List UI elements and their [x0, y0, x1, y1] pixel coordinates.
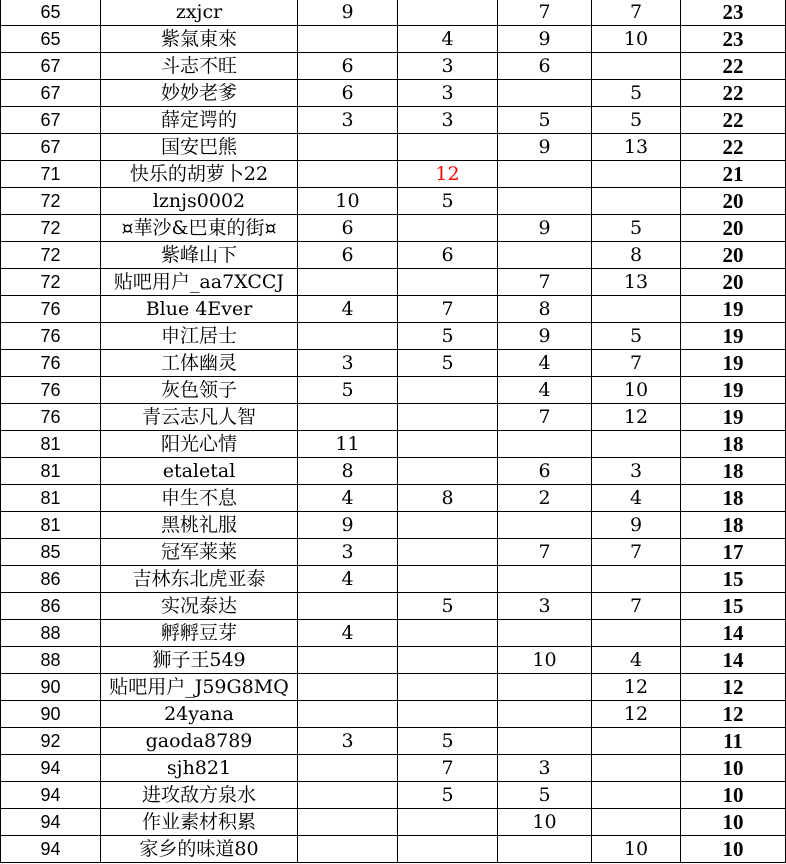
rank-cell: 81: [1, 485, 101, 512]
rank-cell: 67: [1, 80, 101, 107]
table-row: [1, 593, 786, 620]
score4-cell: 12: [592, 701, 681, 728]
table-row: [1, 782, 786, 809]
name-cell: 工体幽灵: [101, 350, 298, 377]
table-row: [1, 620, 786, 647]
score1-cell: 11: [298, 431, 398, 458]
score2-cell: [398, 539, 498, 566]
total-cell: 15: [681, 566, 786, 593]
score4-cell: 10: [592, 26, 681, 53]
score4-cell: 13: [592, 134, 681, 161]
table-row: [1, 161, 786, 188]
table-row: [1, 809, 786, 836]
score2-cell: 5: [398, 350, 498, 377]
score2-cell: 5: [398, 323, 498, 350]
score1-cell: 3: [298, 728, 398, 755]
score1-cell: [298, 161, 398, 188]
table-row: [1, 350, 786, 377]
score2-cell: [398, 458, 498, 485]
table-row: [1, 215, 786, 242]
rank-cell: 72: [1, 188, 101, 215]
score1-cell: [298, 647, 398, 674]
rank-cell: 81: [1, 512, 101, 539]
name-cell: 冠军莱莱: [101, 539, 298, 566]
table-row: [1, 242, 786, 269]
rank-cell: 90: [1, 701, 101, 728]
score4-cell: 8: [592, 242, 681, 269]
score3-cell: [498, 161, 592, 188]
score4-cell: 13: [592, 269, 681, 296]
rank-cell: 76: [1, 404, 101, 431]
table-row: [1, 728, 786, 755]
score2-cell: [398, 566, 498, 593]
table-row: [1, 269, 786, 296]
score1-cell: 10: [298, 188, 398, 215]
total-cell: 18: [681, 431, 786, 458]
rank-cell: 67: [1, 53, 101, 80]
score4-cell: [592, 755, 681, 782]
table-row: [1, 107, 786, 134]
score4-cell: 4: [592, 647, 681, 674]
score1-cell: [298, 836, 398, 863]
score1-cell: 6: [298, 242, 398, 269]
score2-cell: [398, 377, 498, 404]
total-cell: 19: [681, 323, 786, 350]
table-row: [1, 26, 786, 53]
score3-cell: [498, 566, 592, 593]
table-row: [1, 53, 786, 80]
score4-cell: 5: [592, 107, 681, 134]
score3-cell: 7: [498, 404, 592, 431]
score2-cell: 6: [398, 242, 498, 269]
score4-cell: 9: [592, 512, 681, 539]
rank-cell: 94: [1, 755, 101, 782]
rank-cell: 94: [1, 809, 101, 836]
table-body: [1, 0, 786, 863]
name-cell: 申生不息: [101, 485, 298, 512]
score3-cell: 8: [498, 296, 592, 323]
score1-cell: [298, 701, 398, 728]
name-cell: 紫峰山下: [101, 242, 298, 269]
score1-cell: [298, 404, 398, 431]
score3-cell: 6: [498, 53, 592, 80]
table-row: [1, 134, 786, 161]
table-row: [1, 647, 786, 674]
total-cell: 11: [681, 728, 786, 755]
score1-cell: 5: [298, 377, 398, 404]
rank-cell: 67: [1, 134, 101, 161]
total-cell: 21: [681, 161, 786, 188]
total-cell: 14: [681, 620, 786, 647]
name-cell: 实况泰达: [101, 593, 298, 620]
name-cell: sjh821: [101, 755, 298, 782]
table-row: [1, 701, 786, 728]
name-cell: lznjs0002: [101, 188, 298, 215]
score2-cell: 3: [398, 80, 498, 107]
total-cell: 12: [681, 701, 786, 728]
table-row: [1, 755, 786, 782]
score2-cell: 4: [398, 26, 498, 53]
table-row: [1, 296, 786, 323]
rank-cell: 76: [1, 296, 101, 323]
score4-cell: 3: [592, 458, 681, 485]
name-cell: 家乡的味道80: [101, 836, 298, 863]
score2-cell: 3: [398, 53, 498, 80]
score3-cell: [498, 836, 592, 863]
score3-cell: [498, 701, 592, 728]
rank-cell: 65: [1, 26, 101, 53]
score4-cell: [592, 728, 681, 755]
table-row: [1, 539, 786, 566]
score3-cell: 9: [498, 215, 592, 242]
table-row: [1, 836, 786, 863]
table-row: [1, 0, 786, 26]
score3-cell: 9: [498, 26, 592, 53]
table-row: [1, 512, 786, 539]
score1-cell: 8: [298, 458, 398, 485]
name-cell: 薛定谔的: [101, 107, 298, 134]
score1-cell: 6: [298, 80, 398, 107]
score2-cell: 7: [398, 296, 498, 323]
name-cell: 24yana: [101, 701, 298, 728]
score4-cell: [592, 296, 681, 323]
score3-cell: 7: [498, 0, 592, 26]
name-cell: 狮子王549: [101, 647, 298, 674]
score2-cell: [398, 620, 498, 647]
total-cell: 20: [681, 269, 786, 296]
score3-cell: 2: [498, 485, 592, 512]
score2-cell: [398, 647, 498, 674]
rank-cell: 67: [1, 107, 101, 134]
score2-cell: 12: [398, 161, 498, 188]
rank-cell: 81: [1, 431, 101, 458]
table-row: [1, 431, 786, 458]
rank-cell: 92: [1, 728, 101, 755]
score1-cell: 6: [298, 53, 398, 80]
total-cell: 19: [681, 377, 786, 404]
score3-cell: [498, 80, 592, 107]
name-cell: 吉林东北虎亚泰: [101, 566, 298, 593]
table-row: [1, 674, 786, 701]
score1-cell: [298, 269, 398, 296]
rank-cell: 88: [1, 647, 101, 674]
score4-cell: [592, 782, 681, 809]
score4-cell: [592, 53, 681, 80]
score1-cell: 6: [298, 215, 398, 242]
rank-cell: 85: [1, 539, 101, 566]
score1-cell: 4: [298, 566, 398, 593]
score4-cell: 4: [592, 485, 681, 512]
total-cell: 10: [681, 755, 786, 782]
score3-cell: 7: [498, 539, 592, 566]
name-cell: 青云志凡人智: [101, 404, 298, 431]
total-cell: 18: [681, 458, 786, 485]
total-cell: 20: [681, 242, 786, 269]
total-cell: 19: [681, 350, 786, 377]
score2-cell: [398, 269, 498, 296]
total-cell: 18: [681, 512, 786, 539]
score2-cell: [398, 215, 498, 242]
score4-cell: 10: [592, 377, 681, 404]
score3-cell: 10: [498, 809, 592, 836]
score3-cell: 9: [498, 134, 592, 161]
score4-cell: 7: [592, 593, 681, 620]
score1-cell: 4: [298, 620, 398, 647]
rank-cell: 76: [1, 377, 101, 404]
score3-cell: 4: [498, 377, 592, 404]
score1-cell: 3: [298, 107, 398, 134]
total-cell: 22: [681, 53, 786, 80]
table-row: [1, 404, 786, 431]
score2-cell: [398, 836, 498, 863]
score3-cell: 5: [498, 782, 592, 809]
name-cell: 妙妙老爹: [101, 80, 298, 107]
total-cell: 12: [681, 674, 786, 701]
score2-cell: 5: [398, 782, 498, 809]
score4-cell: 12: [592, 404, 681, 431]
score4-cell: 5: [592, 323, 681, 350]
score4-cell: 10: [592, 836, 681, 863]
name-cell: 紫氣東來: [101, 26, 298, 53]
name-cell: 国安巴熊: [101, 134, 298, 161]
total-cell: 14: [681, 647, 786, 674]
score3-cell: [498, 620, 592, 647]
score1-cell: 9: [298, 512, 398, 539]
total-cell: 19: [681, 296, 786, 323]
name-cell: 阳光心情: [101, 431, 298, 458]
name-cell: 快乐的胡萝卜22: [101, 161, 298, 188]
score1-cell: [298, 755, 398, 782]
total-cell: 10: [681, 782, 786, 809]
score3-cell: 9: [498, 323, 592, 350]
score2-cell: 5: [398, 728, 498, 755]
score2-cell: [398, 431, 498, 458]
score2-cell: 5: [398, 188, 498, 215]
score1-cell: 3: [298, 539, 398, 566]
table-row: [1, 80, 786, 107]
score1-cell: [298, 26, 398, 53]
total-cell: 17: [681, 539, 786, 566]
name-cell: Blue 4Ever: [101, 296, 298, 323]
rank-cell: 81: [1, 458, 101, 485]
score4-cell: 12: [592, 674, 681, 701]
score2-cell: [398, 809, 498, 836]
score3-cell: 6: [498, 458, 592, 485]
rank-cell: 76: [1, 350, 101, 377]
score1-cell: [298, 134, 398, 161]
score1-cell: 4: [298, 296, 398, 323]
name-cell: 申江居士: [101, 323, 298, 350]
score1-cell: [298, 809, 398, 836]
score1-cell: [298, 593, 398, 620]
score4-cell: [592, 620, 681, 647]
score3-cell: [498, 512, 592, 539]
rank-cell: 86: [1, 566, 101, 593]
rank-cell: 76: [1, 323, 101, 350]
score1-cell: 4: [298, 485, 398, 512]
score1-cell: [298, 674, 398, 701]
score3-cell: 7: [498, 269, 592, 296]
total-cell: 22: [681, 107, 786, 134]
score3-cell: 4: [498, 350, 592, 377]
score4-cell: 7: [592, 0, 681, 26]
score3-cell: 10: [498, 647, 592, 674]
score2-cell: [398, 674, 498, 701]
rank-cell: 86: [1, 593, 101, 620]
name-cell: 贴吧用户_J59G8MQ: [101, 674, 298, 701]
total-cell: 23: [681, 26, 786, 53]
score4-cell: 5: [592, 215, 681, 242]
table-row: [1, 485, 786, 512]
name-cell: 黑桃礼服: [101, 512, 298, 539]
name-cell: gaoda8789: [101, 728, 298, 755]
table-row: [1, 377, 786, 404]
score1-cell: [298, 323, 398, 350]
total-cell: 18: [681, 485, 786, 512]
rank-cell: 72: [1, 215, 101, 242]
rank-cell: 72: [1, 269, 101, 296]
rank-cell: 71: [1, 161, 101, 188]
total-cell: 15: [681, 593, 786, 620]
score4-cell: [592, 161, 681, 188]
score3-cell: 3: [498, 593, 592, 620]
name-cell: 作业素材积累: [101, 809, 298, 836]
score4-cell: 7: [592, 539, 681, 566]
table-row: [1, 188, 786, 215]
rank-cell: 94: [1, 782, 101, 809]
name-cell: zxjcr: [101, 0, 298, 26]
score3-cell: [498, 188, 592, 215]
name-cell: etaletal: [101, 458, 298, 485]
table-row: [1, 566, 786, 593]
rank-cell: 90: [1, 674, 101, 701]
score2-cell: [398, 404, 498, 431]
score4-cell: [592, 809, 681, 836]
name-cell: ¤華沙&巴東的街¤: [101, 215, 298, 242]
rank-cell: 72: [1, 242, 101, 269]
total-cell: 22: [681, 80, 786, 107]
score1-cell: 9: [298, 0, 398, 26]
score2-cell: [398, 701, 498, 728]
name-cell: 贴吧用户_aa7XCCJ: [101, 269, 298, 296]
total-cell: 20: [681, 188, 786, 215]
score2-cell: 8: [398, 485, 498, 512]
score4-cell: [592, 431, 681, 458]
score3-cell: [498, 728, 592, 755]
score4-cell: 7: [592, 350, 681, 377]
score3-cell: [498, 431, 592, 458]
name-cell: 进攻敌方泉水: [101, 782, 298, 809]
score4-cell: 5: [592, 80, 681, 107]
table-row: [1, 323, 786, 350]
name-cell: 灰色领子: [101, 377, 298, 404]
score3-cell: [498, 674, 592, 701]
score2-cell: 3: [398, 107, 498, 134]
rank-cell: 65: [1, 0, 101, 26]
score2-cell: [398, 134, 498, 161]
score2-cell: 7: [398, 755, 498, 782]
total-cell: 19: [681, 404, 786, 431]
score4-cell: [592, 188, 681, 215]
total-cell: 22: [681, 134, 786, 161]
score2-cell: 5: [398, 593, 498, 620]
score1-cell: [298, 782, 398, 809]
total-cell: 20: [681, 215, 786, 242]
total-cell: 23: [681, 0, 786, 26]
score3-cell: [498, 242, 592, 269]
score2-cell: [398, 512, 498, 539]
table-row: [1, 458, 786, 485]
total-cell: 10: [681, 809, 786, 836]
name-cell: 斗志不旺: [101, 53, 298, 80]
score2-cell: [398, 0, 498, 26]
score1-cell: 3: [298, 350, 398, 377]
score4-cell: [592, 566, 681, 593]
name-cell: 孵孵豆芽: [101, 620, 298, 647]
rank-cell: 94: [1, 836, 101, 863]
score3-cell: 3: [498, 755, 592, 782]
rank-cell: 88: [1, 620, 101, 647]
total-cell: 10: [681, 836, 786, 863]
score3-cell: 5: [498, 107, 592, 134]
